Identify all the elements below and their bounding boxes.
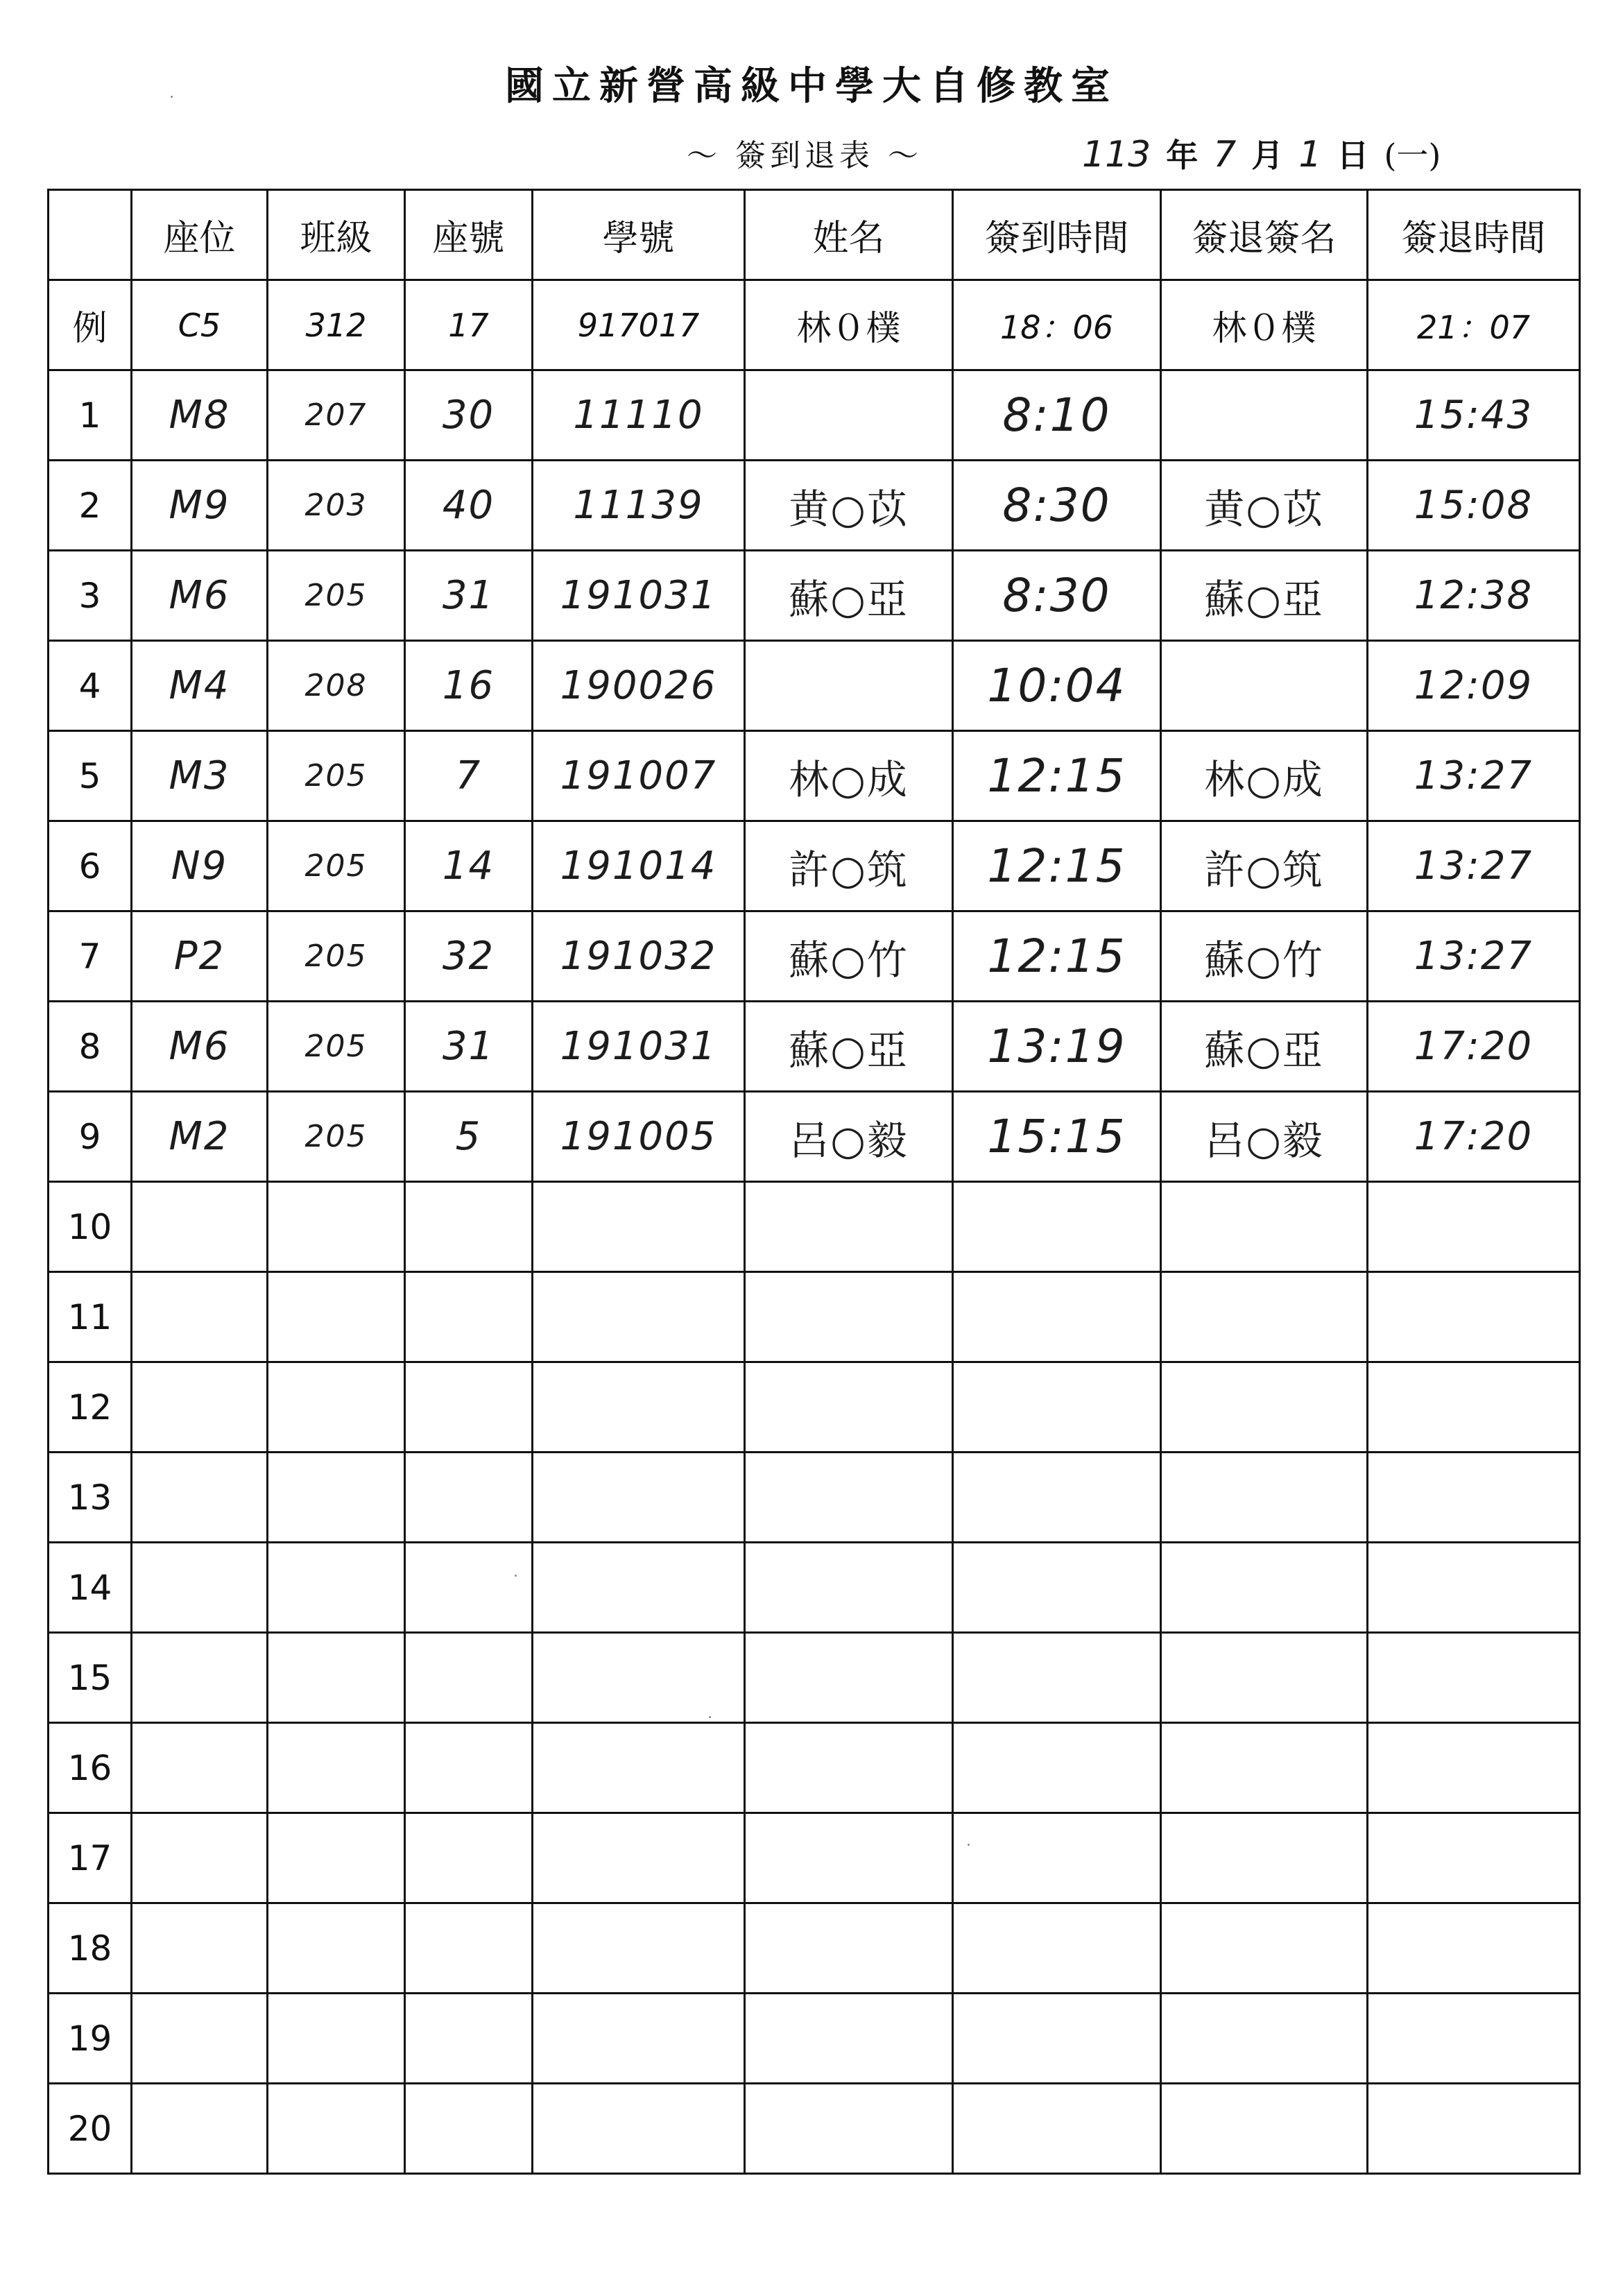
sign-out-time-cell: 15:08 [1368,461,1580,551]
row-index: 7 [49,911,132,1002]
sign-out-name-cell [1161,641,1368,731]
sign-in-time-cell [953,1994,1161,2084]
table-row [49,551,1580,641]
seat-no-cell [405,1543,533,1633]
sign-out-name-cell: 蘇○亞 [1161,1002,1368,1092]
sign-in-time-cell: 12:15 [953,821,1161,911]
sign-in-time-cell: 8:30 [953,551,1161,641]
sign-out-time-cell [1368,1453,1580,1543]
sign-out-name-cell: 許○筑 [1161,821,1368,911]
date-year: 113 [1082,134,1151,175]
sign-in-time-cell: 15:15 [953,1092,1161,1182]
sign-in-time-cell: 13:19 [953,1002,1161,1092]
sign-out-time-cell [1368,1903,1580,1994]
name-cell [745,1633,953,1723]
sign-out-time-cell [1368,1994,1580,2084]
class-cell [268,1182,405,1272]
scan-speck [515,1575,517,1577]
name-cell [745,1182,953,1272]
seat-no-cell: 7 [405,731,533,821]
example-row [49,280,1580,370]
sign-out-time-cell: 13:27 [1368,731,1580,821]
sign-in-time-cell: 12:15 [953,911,1161,1002]
seat-no-cell: 32 [405,911,533,1002]
row-index: 11 [49,1272,132,1362]
row-index: 15 [49,1633,132,1723]
name-cell [745,1543,953,1633]
seat-cell [132,1633,268,1723]
day-label: 日 [1337,137,1369,174]
sign-out-name-cell [1161,370,1368,461]
row-index: 3 [49,551,132,641]
sign-out-name-cell: 蘇○竹 [1161,911,1368,1002]
seat-no-cell [405,1633,533,1723]
student-id-cell: 190026 [533,641,745,731]
student-id-cell [533,1182,745,1272]
sign-out-time-cell [1368,1723,1580,1813]
seat-cell [132,1453,268,1543]
seat-no-cell: 16 [405,641,533,731]
seat-no-cell: 31 [405,551,533,641]
sign-out-time-cell: 13:27 [1368,821,1580,911]
name-cell [745,2084,953,2174]
scan-speck [968,1844,970,1846]
sign-out-time-cell [1368,1272,1580,1362]
document-title: 國立新營高級中學大自修教室 [505,63,1118,109]
seat-no-cell [405,1453,533,1543]
student-id-cell [533,1543,745,1633]
name-cell [745,1362,953,1453]
date-month: 7 [1213,134,1237,175]
class-cell: 203 [268,461,405,551]
seat-cell [132,1994,268,2084]
seat-no-cell [405,1272,533,1362]
scan-speck [709,1716,711,1718]
name-cell: 黄○苡 [745,461,953,551]
row-index: 9 [49,1092,132,1182]
sign-in-time-cell [953,2084,1161,2174]
table-row [49,1903,1580,1994]
sign-in-time-cell: 10:04 [953,641,1161,731]
seat-no-cell [405,1903,533,1994]
student-id-cell [533,1813,745,1903]
seat-no-cell [405,1182,533,1272]
row-index: 10 [49,1182,132,1272]
sign-out-name-cell [1161,1543,1368,1633]
row-index: 13 [49,1453,132,1543]
name-cell: 呂○毅 [745,1092,953,1182]
seat-cell [132,1182,268,1272]
sign-out-time-cell [1368,2084,1580,2174]
seat-no-cell: 40 [405,461,533,551]
name-cell [745,1453,953,1543]
seat-no-cell [405,1994,533,2084]
sign-out-time-cell [1368,1182,1580,1272]
seat-no-cell [405,1723,533,1813]
col-header-seat: 座位 [132,190,268,280]
student-id-cell: 191005 [533,1092,745,1182]
seat-no-cell: 31 [405,1002,533,1092]
class-cell: 205 [268,911,405,1002]
seat-no-cell: 5 [405,1092,533,1182]
sign-in-time-cell [953,1543,1161,1633]
date-line [1082,130,1441,176]
seat-cell [132,1813,268,1903]
class-cell: 208 [268,641,405,731]
sign-in-time-cell [953,1362,1161,1453]
class-cell [268,1723,405,1813]
student-id-cell [533,1994,745,2084]
subtitle-line [0,130,1623,186]
class-cell [268,1903,405,1994]
student-id-cell: 191031 [533,1002,745,1092]
sign-out-time-cell: 12:09 [1368,641,1580,731]
col-header-seat-no: 座號 [405,190,533,280]
sign-out-name-cell: 蘇○亞 [1161,551,1368,641]
class-cell: 205 [268,1092,405,1182]
sign-in-time-cell [953,1723,1161,1813]
seat-cell [132,1543,268,1633]
class-cell: 205 [268,551,405,641]
seat-cell: M3 [132,731,268,821]
col-header-index [49,190,132,280]
sign-out-name-cell [1161,1633,1368,1723]
sign-out-name-cell [1161,1813,1368,1903]
student-id-cell [533,1453,745,1543]
student-id-cell: 11110 [533,370,745,461]
seat-no-cell [405,2084,533,2174]
table-row [49,1362,1580,1453]
col-header-student-id: 學號 [533,190,745,280]
table-row [49,1813,1580,1903]
name-cell [745,1813,953,1903]
table-row [49,1182,1580,1272]
date-weekday: (一) [1384,137,1441,174]
table-row [49,1272,1580,1362]
example-sign-out-name: 林０樸 [1161,280,1368,370]
class-cell [268,1994,405,2084]
sign-out-time-cell: 15:43 [1368,370,1580,461]
seat-no-cell: 14 [405,821,533,911]
table-row [49,1092,1580,1182]
sign-out-time-cell [1368,1633,1580,1723]
sign-out-time-cell: 17:20 [1368,1092,1580,1182]
sign-in-time-cell [953,1813,1161,1903]
row-index: 17 [49,1813,132,1903]
table-row [49,1994,1580,2084]
row-index: 8 [49,1002,132,1092]
name-cell [745,1903,953,1994]
name-cell: 蘇○亞 [745,1002,953,1092]
seat-cell: P2 [132,911,268,1002]
table-row [49,461,1580,551]
row-index: 4 [49,641,132,731]
row-index: 19 [49,1994,132,2084]
class-cell [268,1453,405,1543]
sign-out-name-cell [1161,1272,1368,1362]
class-cell [268,1272,405,1362]
example-seat-no: 17 [405,280,533,370]
sign-in-time-cell: 8:10 [953,370,1161,461]
student-id-cell: 191032 [533,911,745,1002]
col-header-sign-out-name: 簽退簽名 [1161,190,1368,280]
name-cell [745,1994,953,2084]
sign-out-time-cell [1368,1362,1580,1453]
col-header-sign-in-time: 簽到時間 [953,190,1161,280]
sign-out-time-cell: 12:38 [1368,551,1580,641]
example-sign-in-time: 18：06 [953,280,1161,370]
name-cell [745,1272,953,1362]
sign-in-time-cell: 8:30 [953,461,1161,551]
class-cell [268,1543,405,1633]
student-id-cell [533,1272,745,1362]
example-label: 例 [49,280,132,370]
student-id-cell [533,1633,745,1723]
example-class: 312 [268,280,405,370]
seat-cell: N9 [132,821,268,911]
row-index: 16 [49,1723,132,1813]
table-row [49,1543,1580,1633]
student-id-cell [533,1362,745,1453]
sign-out-time-cell: 13:27 [1368,911,1580,1002]
class-cell: 205 [268,821,405,911]
class-cell: 205 [268,731,405,821]
sign-out-name-cell: 呂○毅 [1161,1092,1368,1182]
name-cell: 林○成 [745,731,953,821]
table-row [49,911,1580,1002]
class-cell: 207 [268,370,405,461]
table-row [49,1633,1580,1723]
name-cell [745,1723,953,1813]
name-cell: 許○筑 [745,821,953,911]
seat-cell [132,1903,268,1994]
date-day: 1 [1298,134,1322,175]
col-header-name: 姓名 [745,190,953,280]
table-row [49,1002,1580,1092]
sign-in-time-cell [953,1453,1161,1543]
seat-no-cell [405,1813,533,1903]
example-student-id: 917017 [533,280,745,370]
row-index: 2 [49,461,132,551]
name-cell: 蘇○亞 [745,551,953,641]
sign-out-name-cell [1161,2084,1368,2174]
student-id-cell: 191031 [533,551,745,641]
row-index: 18 [49,1903,132,1994]
sign-out-name-cell: 林○成 [1161,731,1368,821]
table-row [49,641,1580,731]
seat-cell: M6 [132,551,268,641]
sign-out-time-cell [1368,1543,1580,1633]
seat-no-cell [405,1362,533,1453]
name-cell: 蘇○竹 [745,911,953,1002]
sign-out-name-cell: 黄○苡 [1161,461,1368,551]
year-label: 年 [1166,137,1199,174]
row-index: 1 [49,370,132,461]
sign-in-time-cell [953,1633,1161,1723]
example-sign-out-time: 21：07 [1368,280,1580,370]
table-row [49,2084,1580,2174]
table-row [49,821,1580,911]
name-cell [745,370,953,461]
sign-out-name-cell [1161,1182,1368,1272]
sign-in-table [47,189,1581,2175]
class-cell: 205 [268,1002,405,1092]
student-id-cell: 11139 [533,461,745,551]
sign-in-time-cell [953,1903,1161,1994]
seat-no-cell: 30 [405,370,533,461]
student-id-cell: 191007 [533,731,745,821]
row-index: 12 [49,1362,132,1453]
sign-out-name-cell [1161,1453,1368,1543]
col-header-sign-out-time: 簽退時間 [1368,190,1580,280]
sign-out-name-cell [1161,1903,1368,1994]
seat-cell [132,2084,268,2174]
student-id-cell [533,1903,745,1994]
row-index: 14 [49,1543,132,1633]
sign-out-name-cell [1161,1362,1368,1453]
example-seat: C5 [132,280,268,370]
sign-in-time-cell: 12:15 [953,731,1161,821]
sign-in-time-cell [953,1182,1161,1272]
student-id-cell [533,1723,745,1813]
sign-out-name-cell [1161,1723,1368,1813]
seat-cell: M9 [132,461,268,551]
col-header-class: 班級 [268,190,405,280]
class-cell [268,2084,405,2174]
table-row [49,370,1580,461]
seat-cell [132,1362,268,1453]
month-label: 月 [1251,137,1284,174]
class-cell [268,1813,405,1903]
student-id-cell [533,2084,745,2174]
sign-out-name-cell [1161,1994,1368,2084]
student-id-cell: 191014 [533,821,745,911]
row-index: 5 [49,731,132,821]
scan-speck [171,96,173,98]
example-name: 林０樸 [745,280,953,370]
seat-cell: M6 [132,1002,268,1092]
sign-in-time-cell [953,1272,1161,1362]
seat-cell: M2 [132,1092,268,1182]
seat-cell [132,1723,268,1813]
class-cell [268,1633,405,1723]
row-index: 6 [49,821,132,911]
table-row [49,1723,1580,1813]
form-subtitle: 〜 簽到退表 〜 [687,138,922,173]
table-row [49,1453,1580,1543]
seat-cell: M4 [132,641,268,731]
name-cell [745,641,953,731]
seat-cell [132,1272,268,1362]
sign-out-time-cell [1368,1813,1580,1903]
seat-cell: M8 [132,370,268,461]
sign-out-time-cell: 17:20 [1368,1002,1580,1092]
row-index: 20 [49,2084,132,2174]
class-cell [268,1362,405,1453]
header-row [49,190,1580,280]
table-row [49,731,1580,821]
